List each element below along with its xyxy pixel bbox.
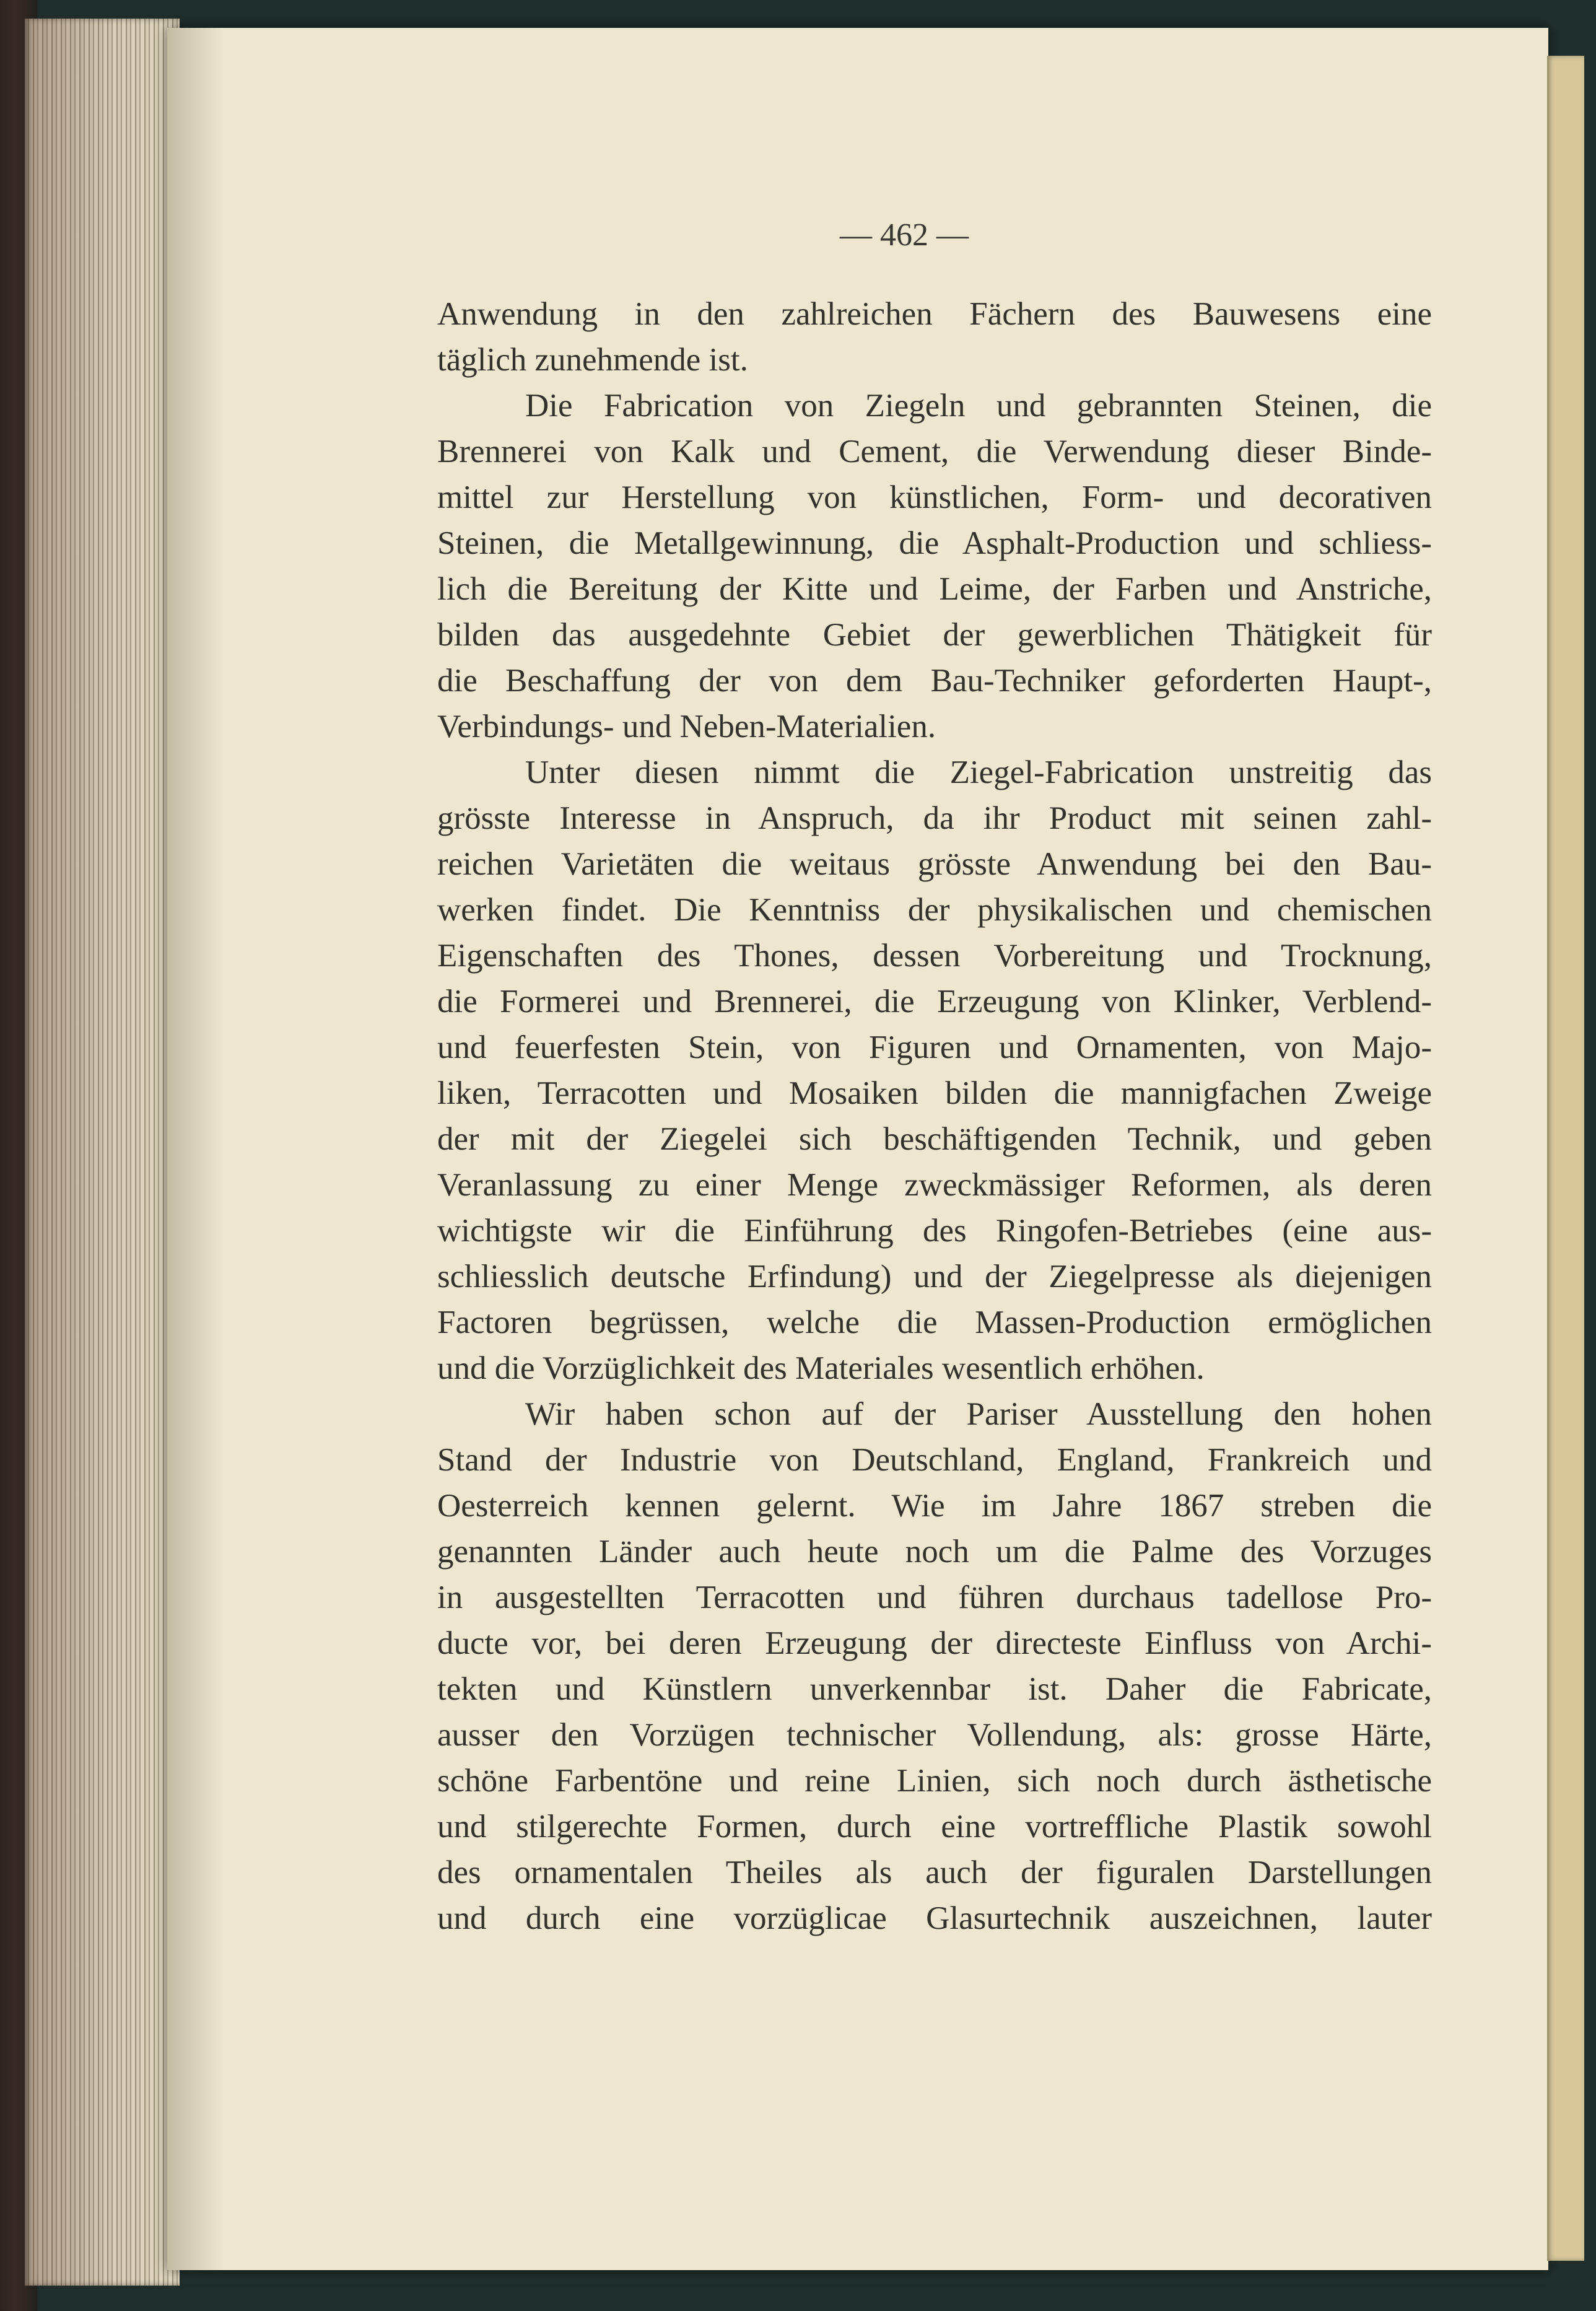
text-line: lich die Bereitung der Kitte und Leime, der Farben und Anstriche, (437, 571, 1432, 607)
text-line: tekten und Künstlern unverkennbar ist. Daher die Fabricate, (437, 1671, 1432, 1707)
text-line: Wir haben schon auf der Pariser Ausstellung den hohen (525, 1396, 1432, 1432)
next-leaf-edge (1547, 56, 1584, 2261)
text-line: Brennerei von Kalk und Cement, die Verwendung dieser Binde- (437, 434, 1432, 470)
page-edges-shadow (25, 19, 180, 2286)
text-line: Oesterreich kennen gelernt. Wie im Jahre 1867 streben die (437, 1488, 1432, 1524)
text-line: liken, Terracotten und Mosaiken bilden die mannigfachen Zweige (437, 1075, 1432, 1111)
text-line: der mit der Ziegelei sich beschäftigenden Technik, und geben (437, 1121, 1432, 1157)
paragraph (437, 383, 1432, 749)
text-line: und stilgerechte Formen, durch eine vortreffliche Plastik sowohl (437, 1809, 1432, 1845)
text-line: in ausgestellten Terracotten und führen durchaus tadellose Pro- (437, 1579, 1432, 1615)
text-line: und durch eine vorzüglicae Glasurtechnik auszeichnen, lauter (437, 1900, 1432, 1936)
text-line: Verbindungs- und Neben-Materialien. (437, 709, 936, 745)
page-gutter-shadow (167, 28, 223, 2270)
text-line: Steinen, die Metallgewinnung, die Asphalt-Production und schliess- (437, 525, 1432, 561)
text-line: bilden das ausgedehnte Gebiet der gewerblichen Thätigkeit für (437, 617, 1432, 653)
text-line: täglich zunehmende ist. (437, 342, 748, 378)
text-line: reichen Varietäten die weitaus grösste Anwendung bei den Bau- (437, 846, 1432, 882)
text-line: ausser den Vorzügen technischer Vollendung, als: grosse Härte, (437, 1717, 1432, 1753)
text-line: und feuerfesten Stein, von Figuren und Ornamenten, von Majo- (437, 1029, 1432, 1065)
text-line: Die Fabrication von Ziegeln und gebrannten Steinen, die (525, 388, 1432, 424)
text-line: werken findet. Die Kenntniss der physikalischen und chemischen (437, 892, 1432, 928)
text-line: Unter diesen nimmt die Ziegel-Fabrication unstreitig das (525, 754, 1432, 790)
text-line: Factoren begrüssen, welche die Massen-Production ermöglichen (437, 1304, 1432, 1340)
text-line: mittel zur Herstellung von künstlichen, Form- und decorativen (437, 479, 1432, 515)
text-line: Stand der Industrie von Deutschland, England, Frankreich und (437, 1442, 1432, 1478)
paragraph (437, 291, 1432, 383)
text-line: die Beschaffung der von dem Bau-Techniker geforderten Haupt-, (437, 663, 1432, 699)
text-line: grösste Interesse in Anspruch, da ihr Product mit seinen zahl- (437, 800, 1432, 836)
paragraph (437, 749, 1432, 1391)
text-line: schliesslich deutsche Erfindung) und der Ziegelpresse als diejenigen (437, 1259, 1432, 1295)
page-number: — 462 — (840, 217, 969, 253)
text-line: Veranlassung zu einer Menge zweckmässiger Reformen, als deren (437, 1167, 1432, 1203)
text-line: und die Vorzüglichkeit des Materiales wesentlich erhöhen. (437, 1350, 1205, 1386)
text-line: schöne Farbentöne und reine Linien, sich noch durch ästhetische (437, 1763, 1432, 1799)
text-line: wichtigste wir die Einführung des Ringofen-Betriebes (eine aus- (437, 1213, 1432, 1249)
text-line: Anwendung in den zahlreichen Fächern des Bauwesens eine (437, 296, 1432, 332)
text-line: des ornamentalen Theiles als auch der figuralen Darstellungen (437, 1854, 1432, 1890)
paragraph (437, 1391, 1432, 1941)
text-line: die Formerei und Brennerei, die Erzeugung von Klinker, Verblend- (437, 984, 1432, 1020)
text-line: Eigenschaften des Thones, dessen Vorbereitung und Trocknung, (437, 938, 1432, 974)
text-line: genannten Länder auch heute noch um die Palme des Vorzuges (437, 1534, 1432, 1570)
body-text (437, 291, 1432, 1941)
text-line: ducte vor, bei deren Erzeugung der directeste Einfluss von Archi- (437, 1625, 1432, 1661)
